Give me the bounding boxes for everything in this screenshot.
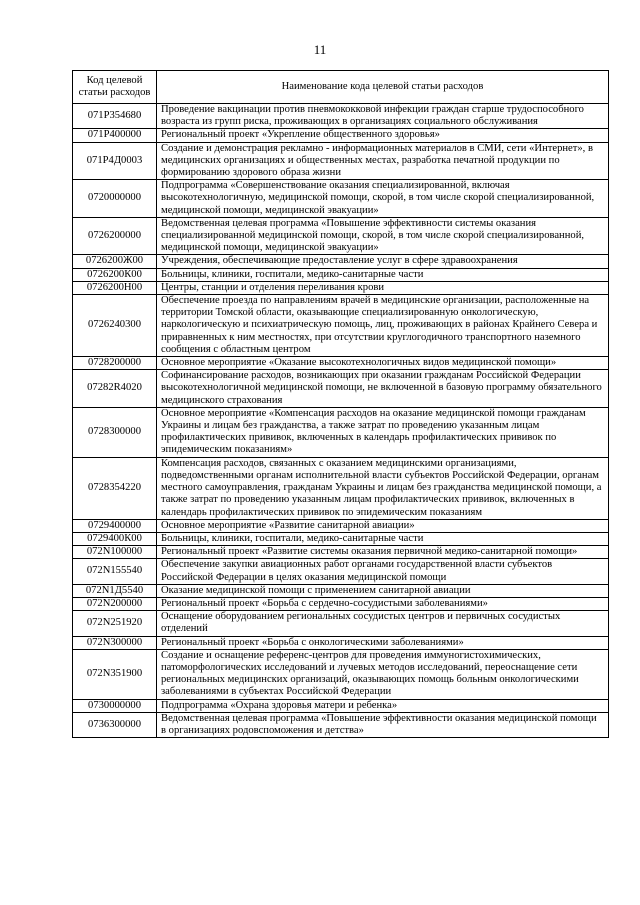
row-code: 072N251920 — [73, 611, 157, 636]
row-name: Больницы, клиники, госпитали, медико-санитарные части — [157, 268, 609, 281]
table-row — [73, 532, 609, 545]
row-name: Компенсация расходов, связанных с оказанием медицинскими организациями, подведомственными органам исполнительной власти субъектов Российской Федерации, органам местного самоуправления, гражданам Украины и лицам без гражданства медицинской помощи, а также затрат по проведению указанным лицам профилактических прививок, включенных в календарь профилактических прививок по эпидемическим показаниям — [157, 457, 609, 519]
row-code: 07282R4020 — [73, 370, 157, 408]
row-name: Учреждения, обеспечивающие предоставление услуг в сфере здравоохранения — [157, 255, 609, 268]
header-code: Код целевой статьи расходов — [73, 71, 157, 104]
row-code: 072N155540 — [73, 559, 157, 584]
row-code: 0728300000 — [73, 407, 157, 457]
row-name: Ведомственная целевая программа «Повышение эффективности системы оказания специализированной медицинской помощи, скорой, в том числе скорой специализированной, медицинской помощи, медицинской эвакуации» — [157, 217, 609, 255]
row-code: 0726200Ж00 — [73, 255, 157, 268]
table-row — [73, 104, 609, 129]
table-row — [73, 597, 609, 610]
table-row — [73, 129, 609, 142]
row-name: Ведомственная целевая программа «Повышение эффективности оказания медицинской помощи в организациях родовспоможения и детства» — [157, 712, 609, 737]
row-code: 0720000000 — [73, 180, 157, 218]
table-header-row — [73, 71, 609, 104]
row-name: Основное мероприятие «Оказание высокотехнологичных видов медицинской помощи» — [157, 357, 609, 370]
table-row — [73, 559, 609, 584]
row-code: 072N1Д5540 — [73, 584, 157, 597]
row-code: 072N300000 — [73, 636, 157, 649]
table-row — [73, 407, 609, 457]
row-name: Подпрограмма «Совершенствование оказания специализированной, включая высокотехнологичную, медицинской помощи, скорой, в том числе скорой специализированной, медицинской помощи, медицинской эвакуации» — [157, 180, 609, 218]
row-name: Создание и демонстрация рекламно - информационных материалов в СМИ, сети «Интернет», в медицинских организациях и общественных местах, разработка печатной продукции по формированию здорового образа жизни — [157, 142, 609, 180]
table-row — [73, 281, 609, 294]
row-name: Подпрограмма «Охрана здоровья матери и ребенка» — [157, 699, 609, 712]
row-name: Оказание медицинской помощи с применением санитарной авиации — [157, 584, 609, 597]
table-row — [73, 217, 609, 255]
row-name: Основное мероприятие «Развитие санитарной авиации» — [157, 519, 609, 532]
table-row — [73, 699, 609, 712]
row-name: Софинансирование расходов, возникающих при оказании гражданам Российской Федерации высокотехнологичной медицинской помощи, не включенной в базовую программу обязательного медицинского страхования — [157, 370, 609, 408]
table-row — [73, 180, 609, 218]
table-body — [73, 104, 609, 738]
row-name: Оснащение оборудованием региональных сосудистых центров и первичных сосудистых отделений — [157, 611, 609, 636]
row-code: 0726240300 — [73, 295, 157, 357]
table-row — [73, 268, 609, 281]
row-name: Центры, станции и отделения переливания крови — [157, 281, 609, 294]
target-codes-table — [72, 70, 609, 738]
row-code: 0729400К00 — [73, 532, 157, 545]
row-name: Основное мероприятие «Компенсация расходов на оказание медицинской помощи гражданам Украины и лицам без гражданства, а также затрат по проведению указанным лицам профилактических прививок, включенных в календарь профилактических прививок по эпидемическим показаниям» — [157, 407, 609, 457]
row-code: 0726200К00 — [73, 268, 157, 281]
header-name: Наименование кода целевой статьи расходов — [157, 71, 609, 104]
table-row — [73, 584, 609, 597]
row-code: 0729400000 — [73, 519, 157, 532]
page-number: 11 — [313, 42, 327, 57]
row-name: Региональный проект «Борьба с онкологическими заболеваниями» — [157, 636, 609, 649]
table-row — [73, 295, 609, 357]
table-row — [73, 712, 609, 737]
row-name: Создание и оснащение референс-центров для проведения иммуногистохимических, патоморфологических исследований и лучевых методов исследований, переоснащение сети региональных медицинских организаций, оказывающих помощь больным онкологическими заболеваниями в субъектах Российской Федерации — [157, 649, 609, 699]
row-name: Региональный проект «Борьба с сердечно-сосудистыми заболеваниями» — [157, 597, 609, 610]
row-code: 0728200000 — [73, 357, 157, 370]
row-code: 0736300000 — [73, 712, 157, 737]
row-code: 0726200Н00 — [73, 281, 157, 294]
table-row — [73, 636, 609, 649]
row-code: 071Р354680 — [73, 104, 157, 129]
table-row — [73, 457, 609, 519]
table-row — [73, 142, 609, 180]
table-row — [73, 611, 609, 636]
row-code: 071Р400000 — [73, 129, 157, 142]
row-code: 072N200000 — [73, 597, 157, 610]
row-code: 0726200000 — [73, 217, 157, 255]
row-code: 072N100000 — [73, 546, 157, 559]
table-row — [73, 546, 609, 559]
table-row — [73, 649, 609, 699]
row-code: 071Р4Д0003 — [73, 142, 157, 180]
row-name: Региональный проект «Укрепление общественного здоровья» — [157, 129, 609, 142]
row-code: 0728354220 — [73, 457, 157, 519]
row-code: 0730000000 — [73, 699, 157, 712]
row-name: Обеспечение проезда по направлениям врачей в медицинские организации, расположенные на территории Томской области, оказывающие специализированную онкологическую, наркологическую и психиатрическую помощь, лиц, проживающих в районах Крайнего Севера и приравненных к ним местностях, при отсутствии круглогодичного транспортного наземного сообщения с областным центром — [157, 295, 609, 357]
table-row — [73, 357, 609, 370]
row-name: Больницы, клиники, госпитали, медико-санитарные части — [157, 532, 609, 545]
row-code: 072N351900 — [73, 649, 157, 699]
row-name: Региональный проект «Развитие системы оказания первичной медико-санитарной помощи» — [157, 546, 609, 559]
table-row — [73, 519, 609, 532]
row-name: Проведение вакцинации против пневмококковой инфекции граждан старше трудоспособного возраста из групп риска, проживающих в организациях социального обслуживания — [157, 104, 609, 129]
table-row — [73, 255, 609, 268]
row-name: Обеспечение закупки авиационных работ органами государственной власти субъектов Российской Федерации в целях оказания медицинской помощи — [157, 559, 609, 584]
table-row — [73, 370, 609, 408]
